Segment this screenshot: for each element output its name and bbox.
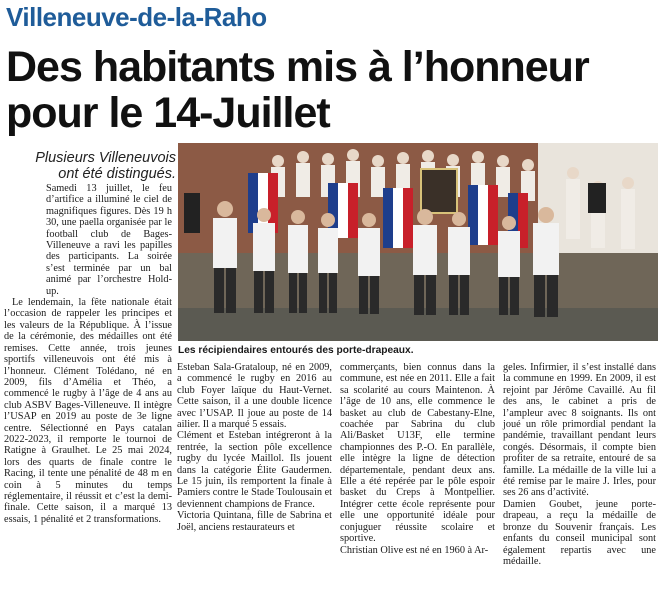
article-column-1	[4, 183, 172, 525]
article-paragraph: Samedi 13 juillet, le feu d’artifice a illuminé le ciel de magnifiques figures. Dès 19 h 30, une paella organisée par le football club de Bages-Villeneuve a ravi les papilles des participants. La soirée s’est terminée par un bal animé par l’orchestre Hold-up.	[46, 183, 172, 297]
photo-caption: Les récipiendaires entourés des porte-drapeaux.	[178, 345, 414, 356]
article-paragraph: Damien Goubet, jeune porte-drapeau, a reçu la médaille de bronze du Souvenir français. Les enfants du conseil municipal sont également repartis avec une médaille.	[503, 498, 656, 567]
headline-line-2: pour le 14-Juillet	[6, 89, 330, 137]
standfirst	[18, 150, 176, 182]
article-column-4	[503, 362, 656, 567]
ceremony-photo-illustration	[178, 143, 658, 341]
article-paragraph: Clément et Esteban intégreront à la rentrée, la section pôle excellence rugby du lycée Maillol. Ils jouent dans la catégorie Élite Gaudermen. Le 15 juin, ils remportent la finale à Pamiers contre le Stade Toulousain et deviennent champions de France.	[177, 430, 332, 510]
article-paragraph: Esteban Sala-Grataloup, né en 2009, a commencé le rugby en 2016 au club Foyer laïque du Haut-Vernet. Cette saison, il a une double licence avec l’USAP. Il joue au poste de 14 ailier. Il a marqué 5 essais.	[177, 362, 332, 431]
article-paragraph: Christian Olive est né en 1960 à Ar-	[340, 544, 489, 556]
article-paragraph: Le lendemain, la fête nationale était l’occasion de rappeler les principes et les valeurs de la République. À l’issue de la cérémonie, des médailles ont été remises. Cette année, trois jeunes sportifs villeneuvois ont été mis à l’honneur. Clément Tolédano, né en 2009, fils d’Amélia et Théo, a commencé le rugby à l’âge de 4 ans au club ASBV Bages-Villeneuve. Il intègre l’USAP en 2019 au poste de 3e ligne centre. Sélectionné en Pays catalan 2022-2023, il remporte le tournoi de Ratigne à Graulhet. Le 25 mai 2024, lors des quarts de finale contre le Racing, il tente une pénalité de 48 m en coin à 5 minutes du temps réglementaire, il réussit et c’est la demi-finale. Cette saison, il a marqué 13 essais, 1 pénalité et 2 transformations.	[4, 297, 172, 525]
standfirst-line-1: Plusieurs Villeneuvois	[35, 150, 176, 166]
article-paragraph: Victoria Quintana, fille de Sabrina et Joël, anciens restaurateurs et	[177, 510, 332, 533]
kicker-location: Villeneuve-de-la-Raho	[6, 2, 267, 32]
article-column-2	[177, 362, 332, 533]
headline-line-1: Des habitants mis à l’honneur	[6, 43, 589, 91]
article-paragraph: commerçants, bien connus dans la commune, est née en 2011. Elle a fait sa scolarité au cours Maintenon. À l’âge de 10 ans, elle commence le basket au club de Cabestany-Elne, coachée par Sabrina du club Ali/Basket U13F, elle termine championnes des P.-O. En parallèle, elle intègre la ligne de détection départementale, pendant deux ans. Elle a été repérée par le pôle espoir basket du Creps à Montpellier. Intégrer cette école représente pour elle une opportunité idéale pour conjuguer réussite scolaire et sportive.	[340, 362, 495, 545]
headline	[6, 44, 656, 136]
article-paragraph: geles. Infirmier, il s’est installé dans la commune en 1999. En 2009, il est rejoint par Jérôme Cavaillé. Au fil des ans, le cabinet a pris de l’ampleur avec 8 soignants. Ils ont joué un rôle primordial pendant la pandémie, travaillant pendant leurs congés. Désormais, il compte bien profiter de sa retraite, entouré de sa famille. La médaille de la ville lui a été remise par le maire J. Irles, pour ses 26 ans d’activité.	[503, 362, 656, 499]
article-column-3	[340, 362, 495, 556]
ceremony-photo	[178, 143, 658, 341]
standfirst-line-2: ont été distingués.	[58, 166, 176, 182]
